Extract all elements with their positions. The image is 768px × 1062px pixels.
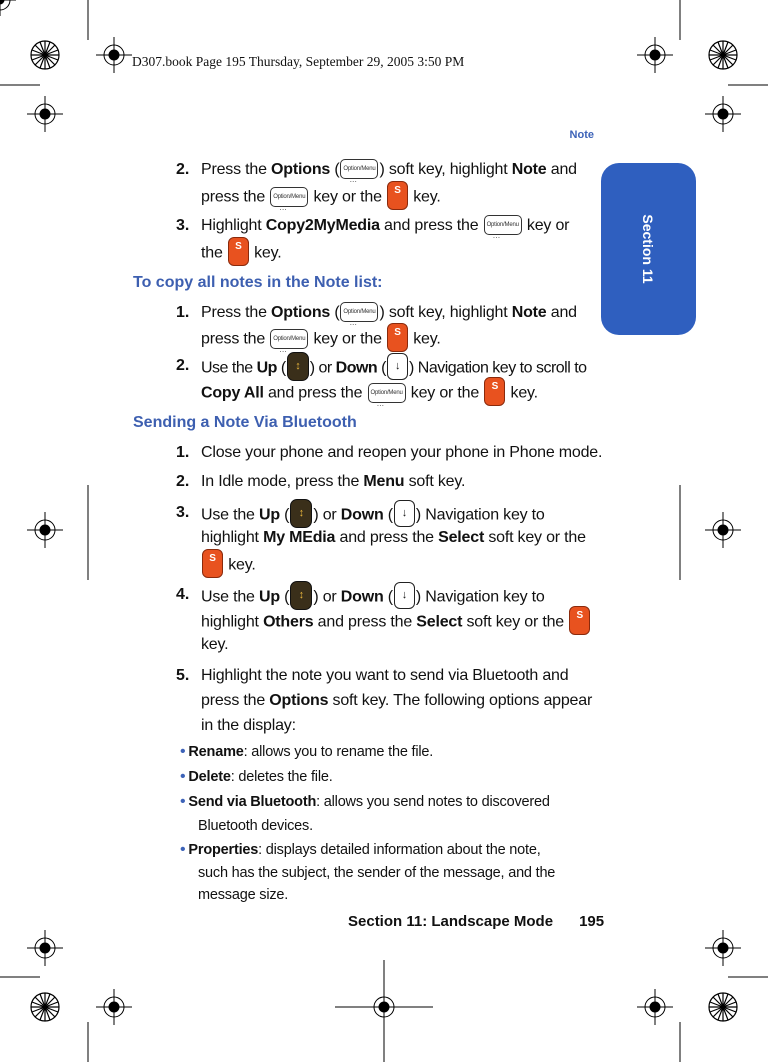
step-line: Highlight Copy2MyMedia and press the Option/Menu ··· key or [201, 216, 569, 236]
s-key-icon: S [387, 323, 408, 352]
page-number: 195 [579, 913, 605, 930]
s-key-icon: S [569, 606, 590, 635]
section-tab-label: Section 11 [640, 214, 656, 284]
option-menu-key-icon: Option/Menu ··· [368, 383, 406, 403]
step-line: Close your phone and reopen your phone in Phone mode. [201, 444, 603, 461]
step-line: Highlight the note you want to send via Bluetooth and [201, 667, 569, 684]
step-number: 5. [176, 667, 190, 684]
option-menu-key-icon: Option/Menu ··· [270, 187, 308, 207]
step-number: 1. [176, 304, 190, 321]
step-line: Use the Up ( ↕ ) or Down ( ↓ ) Navigation key to scroll to [201, 356, 587, 381]
s-key-icon: S [484, 377, 505, 406]
step-number: 1. [176, 444, 190, 461]
bullet-dot-icon: • [180, 841, 186, 858]
step-line: Copy All and press the Option/Menu ··· key or the S key. [201, 381, 538, 406]
option-menu-key-icon: Option/Menu ··· [270, 329, 308, 349]
down-key-icon: ↓ [394, 500, 415, 527]
s-key-icon: S [228, 237, 249, 266]
bullet-item: • Rename: allows you to rename the file. [180, 743, 434, 760]
step-number: 3. [176, 504, 190, 521]
up-key-icon: ↕ [290, 581, 312, 610]
bullet-continuation: Bluetooth devices. [198, 818, 313, 834]
step-number: 2. [176, 161, 190, 178]
step-line: highlight Others and press the Select soft key or the S [201, 610, 591, 635]
down-key-icon: ↓ [387, 353, 408, 380]
bullet-dot-icon: • [180, 743, 186, 760]
section-heading: To copy all notes in the Note list: [133, 274, 383, 291]
step-line: Press the Options ( Option/Menu ··· ) soft key, highlight Note and [201, 160, 577, 180]
down-key-icon: ↓ [394, 582, 415, 609]
step-line: key. [201, 636, 229, 653]
step-number: 2. [176, 473, 190, 490]
step-line: Press the Options ( Option/Menu ··· ) soft key, highlight Note and [201, 303, 577, 323]
step-line: press the Options soft key. The following options appear [201, 692, 593, 709]
section-tab [601, 163, 696, 335]
print-header: D307.book Page 195 Thursday, September 29, 2005 3:50 PM [132, 54, 465, 69]
step-line: S key. [201, 553, 256, 578]
up-key-icon: ↕ [290, 499, 312, 528]
option-menu-key-icon: Option/Menu ··· [484, 215, 522, 235]
option-menu-key-icon: Option/Menu ··· [340, 159, 378, 179]
step-number: 2. [176, 357, 190, 374]
page-footer [348, 913, 604, 930]
bullet-continuation: such has the subject, the sender of the message, and the [198, 865, 556, 881]
bullet-dot-icon: • [180, 793, 186, 810]
step-line: press the Option/Menu ··· key or the S key. [201, 185, 441, 210]
bullet-item: • Properties: displays detailed information about the note, [180, 841, 541, 858]
bullet-continuation: message size. [198, 887, 289, 903]
footer-section: Section 11: Landscape Mode [348, 913, 554, 930]
bullet-item: • Send via Bluetooth: allows you send notes to discovered [180, 793, 550, 810]
step-line: Use the Up ( ↕ ) or Down ( ↓ ) Navigation key to [201, 585, 545, 610]
running-head: Note [569, 129, 594, 141]
option-menu-key-icon: Option/Menu ··· [340, 302, 378, 322]
step-number: 3. [176, 217, 190, 234]
step-line: In Idle mode, press the Menu soft key. [201, 473, 466, 490]
s-key-icon: S [202, 549, 223, 578]
step-line: highlight My MEdia and press the Select soft key or the [201, 529, 586, 546]
section-heading: Sending a Note Via Bluetooth [133, 414, 357, 431]
s-key-icon: S [387, 181, 408, 210]
step-number: 4. [176, 586, 190, 603]
step-line: the S key. [201, 241, 282, 266]
step-line: Use the Up ( ↕ ) or Down ( ↓ ) Navigation key to [201, 503, 545, 528]
step-line: press the Option/Menu ··· key or the S key. [201, 327, 441, 352]
bullet-item: • Delete: deletes the file. [180, 768, 333, 785]
step-line: in the display: [201, 717, 296, 734]
bullet-dot-icon: • [180, 768, 186, 785]
up-key-icon: ↕ [287, 352, 309, 381]
